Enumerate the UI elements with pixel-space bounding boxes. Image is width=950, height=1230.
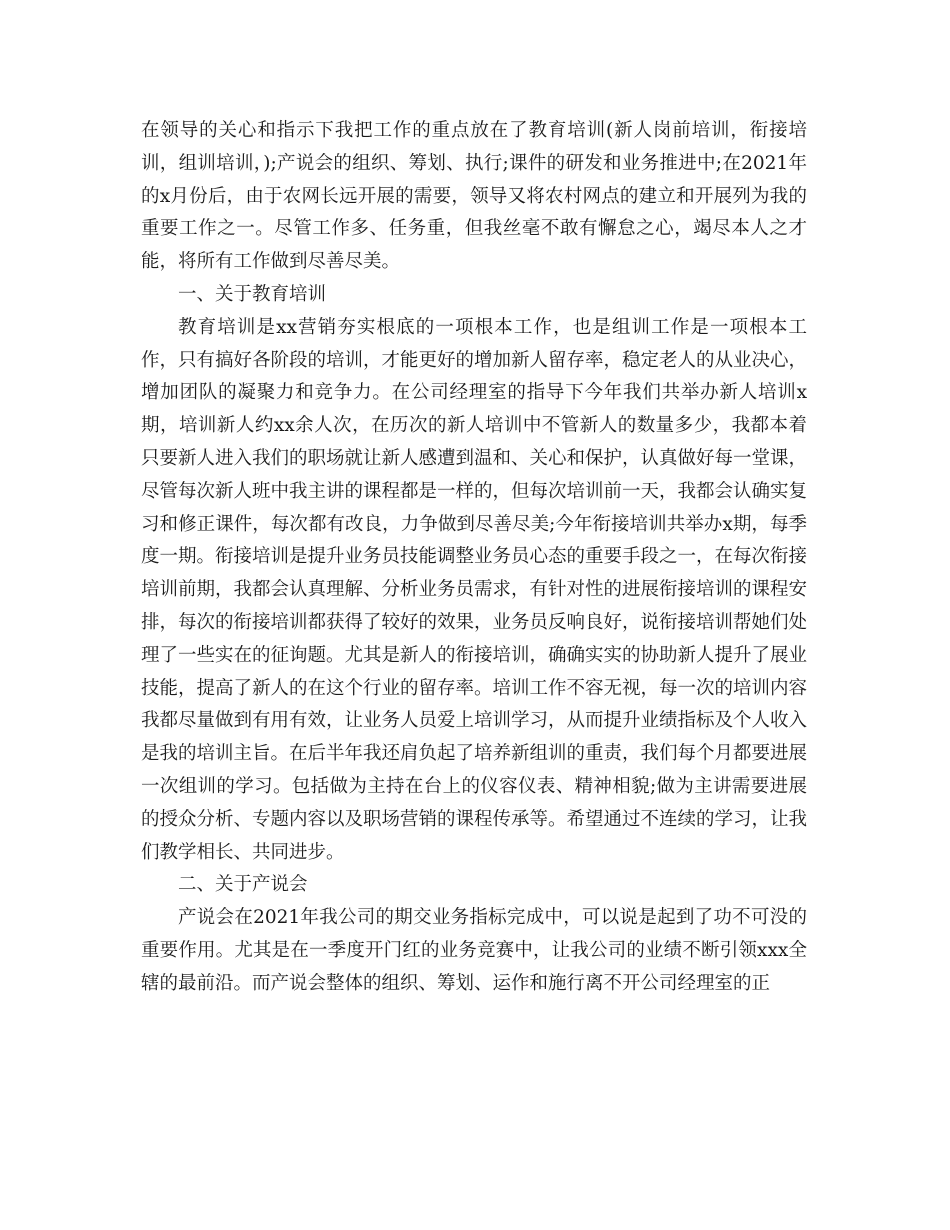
paragraph-education-training: 教育培训是xx营销夯实根底的一项根本工作，也是组训工作是一项根本工作，只有搞好各阶段的培训，才能更好的增加新人留存率，稳定老人的从业决心，增加团队的凝聚力和竞争力。在公司经理室的指导下今年我们共举办新人培训x期，培训新人约xx余人次，在历次的新人培训中不管新人的数量多少，我都本着只要新人进入我们的职场就让新人感遭到温和、关心和保护，认真做好每一堂课，尽管每次新人班中我主讲的课程都是一样的，但每次培训前一天，我都会认确实复习和修正课件，每次都有改良，力争做到尽善尽美;今年衔接培训共举办x期，每季度一期。衔接培训是提升业务员技能调整业务员心态的重要手段之一，在每次衔接培训前期，我都会认真理解、分析业务员需求，有针对性的进展衔接培训的课程安排，每次的衔接培训都获得了较好的效果，业务员反响良好，说衔接培训帮她们处理了一些实在的征询题。尤其是新人的衔接培训，确确实实的协助新人提升了展业技能，提高了新人的在这个行业的留存率。培训工作不容无视，每一次的培训内容我都尽量做到有用有效，让业务人员爱上培训学习，从而提升业绩指标及个人收入是我的培训主旨。在后半年我还肩负起了培养新组训的重责，我们每个月都要进展一次组训的学习。包括做为主持在台上的仪容仪表、精神相貌;做为主讲需要进展的授众分析、专题内容以及职场营销的课程传承等。希望通过不连续的学习，让我们教学相长、共同进步。: [141, 316, 808, 863]
document-body: [141, 115, 807, 1001]
paragraph-intro: 在领导的关心和指示下我把工作的重点放在了教育培训(新人岗前培训，衔接培训，组训培训，);产说会的组织、筹划、执行;课件的研发和业务推进中;在2021年的x月份后，由于农网长远开展的需要，领导又将农村网点的建立和开展列为我的重要工作之一。尽管工作多、任务重，但我丝毫不敢有懈怠之心，竭尽本人之才能，将所有工作做到尽善尽美。: [141, 120, 807, 273]
section-heading-product-seminar: 二、关于产说会: [178, 874, 308, 896]
paragraph-product-seminar: 产说会在2021年我公司的期交业务指标完成中，可以说是起到了功不可没的重要作用。尤其是在一季度开门红的业务竞赛中，让我公司的业绩不断引领xxx全辖的最前沿。而产说会整体的组织、筹划、运作和施行离不开公司经理室的正: [141, 907, 807, 994]
section-heading-education-training: 一、关于教育培训: [178, 283, 327, 305]
